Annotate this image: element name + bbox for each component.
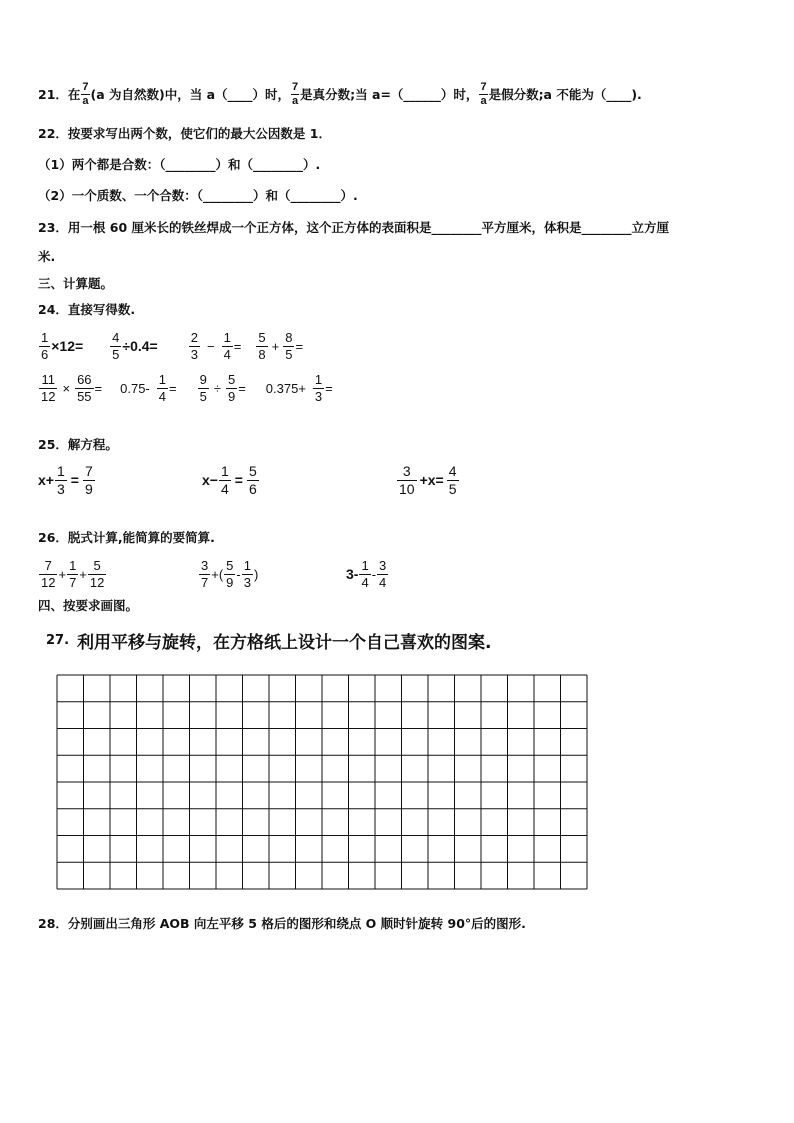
q24-g-div: ÷ (213, 380, 221, 396)
q26-title: 26．脱式计算,能简算的要简算. (38, 530, 215, 545)
q24-d-plus: + (271, 338, 280, 354)
q24-h-fraction: $\frac{1}{3}$ (314, 372, 323, 404)
q21-fraction-7-over-a-3: $\frac{7}{a}$ (480, 81, 487, 107)
q24-b-fraction: $\frac{4}{5}$ (112, 330, 120, 362)
q24-d-fraction-1: $\frac{5}{8}$ (258, 330, 266, 362)
q27-number: 27. (46, 632, 70, 648)
q27-line (46, 628, 492, 653)
section-4-heading: 四、按要求画图。 (38, 598, 139, 613)
q26-e1-fraction-c: $\frac{5}{12}$ (89, 558, 105, 590)
q25-e2-prefix: x− (202, 472, 218, 488)
q24-a-op: ×12= (51, 338, 84, 354)
q24-d-fraction-2: $\frac{8}{5}$ (285, 330, 293, 362)
q24-c-eq: = (233, 338, 242, 354)
q25-e3-fraction-a: $\frac{3}{10}$ (399, 463, 415, 497)
q27-text: 利用平移与旋转，在方格纸上设计一个自己喜欢的图案. (77, 633, 492, 653)
q24-g-eq: = (238, 380, 246, 396)
q24-e-times: × (62, 380, 71, 396)
q26-e3-minus: - (371, 566, 377, 582)
q25-e1-fraction-b: $\frac{7}{9}$ (84, 463, 93, 497)
q26-e1-plus-1: + (58, 566, 67, 582)
q24-b-op: ÷0.4= (122, 338, 158, 354)
q24-h-prefix: 0.375+ (265, 380, 306, 396)
q26-e2-close: ) (253, 566, 259, 582)
q22-title: 22．按要求写出两个数，使它们的最大公因数是 1． (38, 126, 331, 141)
q25-equation-2 (202, 462, 260, 498)
q24-f-eq: = (169, 380, 177, 396)
q24-c-fraction-2: $\frac{1}{4}$ (223, 330, 231, 362)
q23-line-1: 23．用一根 60 厘米长的铁丝焊成一个正方体，这个正方体的表面积是________平方厘米，体积是________立方厘 (38, 220, 669, 235)
q24-c-minus: − (206, 338, 215, 354)
q25-e3-fraction-b: $\frac{4}{5}$ (448, 463, 457, 497)
q24-d-eq: = (295, 338, 304, 354)
q22-part-2: （2）一个质数、一个合数：（________）和（________）. (38, 188, 358, 203)
q26-e3-fraction-b: $\frac{3}{4}$ (379, 558, 387, 590)
q24-g-fraction-2: $\frac{5}{9}$ (227, 372, 236, 404)
q28-text: 28．分别画出三角形 AOB 向左平移 5 格后的图形和绕点 O 顺时针旋转 90°后的图形. (38, 916, 526, 931)
q24-e-fraction-1: $\frac{11}{12}$ (41, 372, 56, 404)
q24-title: 24．直接写得数. (38, 302, 136, 317)
q26-expression-2 (198, 556, 258, 592)
q24-e-fraction-2: $\frac{66}{55}$ (77, 372, 92, 404)
q26-expression-3 (346, 556, 389, 592)
q26-e2-minus: - (236, 566, 241, 582)
q21-text-3: 是假分数;a 不能为（____). (488, 86, 642, 102)
q26-e2-open: +( (211, 566, 224, 582)
q21-text-1: (a 为自然数)中，当 a（____）时， (90, 86, 291, 102)
q24-c-fraction-1: $\frac{2}{3}$ (190, 330, 198, 362)
q25-e2-fraction-a: $\frac{1}{4}$ (220, 463, 229, 497)
q24-a-fraction: $\frac{1}{6}$ (41, 330, 49, 362)
q24-h-eq: = (325, 380, 333, 396)
q25-e1-prefix: x+ (38, 472, 54, 488)
q24-row-2 (38, 372, 333, 404)
q25-e2-eq: = (234, 472, 243, 488)
q24-g-fraction-1: $\frac{9}{5}$ (199, 372, 207, 404)
q26-e3-fraction-a: $\frac{1}{4}$ (361, 558, 369, 590)
square-grid-paper[interactable] (56, 674, 588, 890)
q26-expression-1 (38, 556, 107, 592)
q24-e-eq: = (94, 380, 103, 396)
q21-fraction-7-over-a: $\frac{7}{a}$ (82, 81, 89, 107)
q25-equation-3 (396, 462, 460, 498)
q26-e1-fraction-b: $\frac{1}{7}$ (69, 558, 77, 590)
section-3-heading: 三、计算题。 (38, 276, 114, 291)
q25-equation-1 (38, 462, 96, 498)
q26-e2-fraction-a: $\frac{3}{7}$ (201, 558, 209, 590)
q26-e3-prefix: 3- (346, 566, 359, 582)
q22-part-1: （1）两个都是合数：（________）和（________）. (38, 157, 321, 172)
q25-e3-middle: +x= (419, 472, 444, 488)
q25-e1-fraction-a: $\frac{1}{3}$ (56, 463, 65, 497)
q26-e1-plus-2: + (79, 566, 87, 582)
q21-fraction-7-over-a-2: $\frac{7}{a}$ (292, 81, 299, 107)
q26-e2-fraction-c: $\frac{1}{3}$ (243, 558, 251, 590)
q24-f-fraction: $\frac{1}{4}$ (158, 372, 166, 404)
q21-text-2: 是真分数;当 a=（______）时， (300, 86, 479, 102)
q26-e2-fraction-b: $\frac{5}{9}$ (226, 558, 234, 590)
q25-e1-eq: = (70, 472, 79, 488)
q24-f-prefix: 0.75- (120, 380, 150, 396)
q21-number: 21．在 (38, 86, 81, 102)
q25-title: 25．解方程。 (38, 437, 118, 452)
q23-line-2: 米. (38, 249, 56, 264)
q24-row-1 (38, 330, 303, 362)
q25-e2-fraction-b: $\frac{5}{6}$ (248, 463, 257, 497)
q21-line (38, 82, 642, 107)
q26-e1-fraction-a: $\frac{7}{12}$ (41, 558, 56, 590)
